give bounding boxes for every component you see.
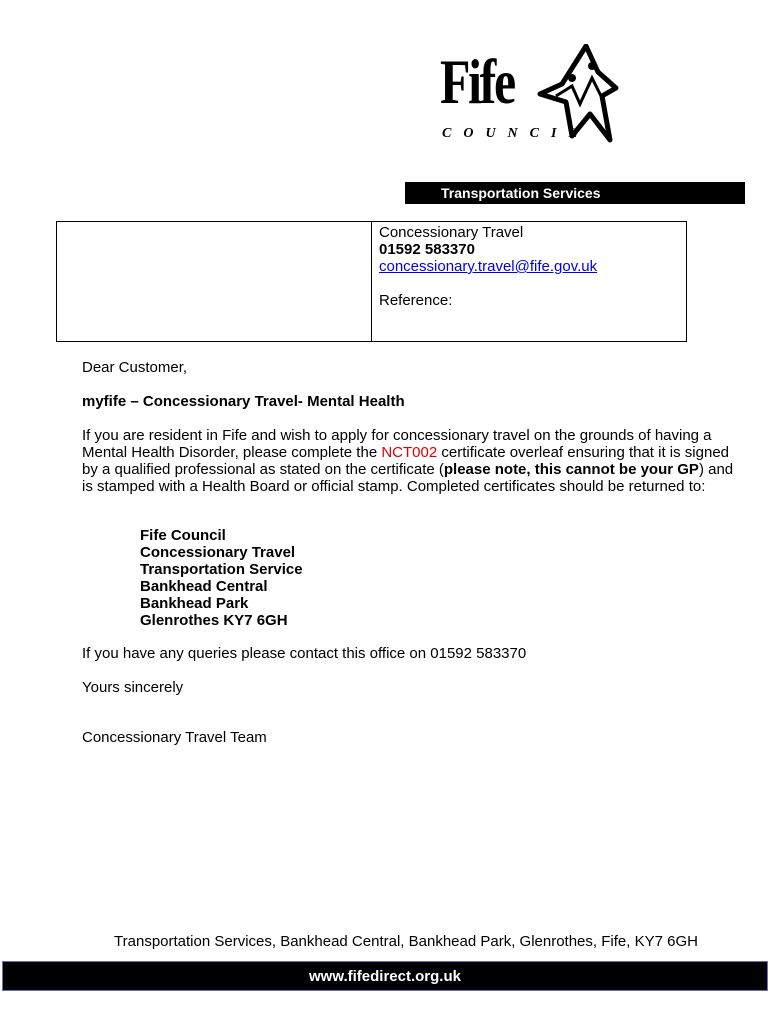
- closing: Yours sincerely: [82, 679, 184, 696]
- contact-email-link[interactable]: concessionary.travel@fife.gov.uk: [379, 258, 598, 275]
- address-line: Transportation Service: [140, 561, 303, 578]
- main-paragraph: [82, 427, 742, 495]
- transportation-services-banner: Transportation Services: [405, 182, 745, 204]
- greeting: Dear Customer,: [82, 359, 188, 376]
- letter-subject: myfife – Concessionary Travel- Mental Health: [82, 393, 405, 410]
- form-code: NCT002: [381, 444, 438, 461]
- fife-council-logo: [440, 44, 620, 144]
- logo-wordmark: Fife: [440, 46, 514, 117]
- contact-phone: 01592 583370: [379, 241, 475, 258]
- footer-address: Transportation Services, Bankhead Central, Bankhead Park, Glenrothes, Fife, KY7 6GH: [114, 933, 698, 950]
- address-line: Glenrothes KY7 6GH: [140, 612, 288, 629]
- recipient-address-cell: [57, 222, 372, 341]
- reference-label: Reference:: [379, 292, 453, 309]
- department-name: Concessionary Travel: [379, 224, 524, 241]
- address-line: Bankhead Park: [140, 595, 249, 612]
- contact-details: [379, 224, 597, 309]
- contact-table: [56, 221, 687, 342]
- address-line: Fife Council: [140, 527, 226, 544]
- address-line: Concessionary Travel: [140, 544, 296, 561]
- para-part-1: If you are resident in Fife and wish to apply for concessionary travel on the grounds of having a Mental Health Disorder, please complete the: [82, 427, 712, 461]
- signature: Concessionary Travel Team: [82, 729, 267, 746]
- queries-line: If you have any queries please contact this office on 01592 583370: [82, 645, 527, 662]
- address-line: Bankhead Central: [140, 578, 268, 595]
- website-link[interactable]: www.fifedirect.org.uk: [309, 968, 461, 985]
- logo-subtitle: COUNCIL: [442, 126, 590, 141]
- gp-note: please note, this cannot be your GP: [443, 461, 699, 478]
- return-address: [140, 527, 303, 629]
- para-part-2: certificate overleaf ensuring that it is signed by a qualified professional as stated on the certificate (: [82, 444, 730, 478]
- para-part-3: ) and is stamped with a Health Board or official stamp. Completed certificates should be returned to:: [82, 461, 734, 495]
- footer-bar: [2, 961, 768, 991]
